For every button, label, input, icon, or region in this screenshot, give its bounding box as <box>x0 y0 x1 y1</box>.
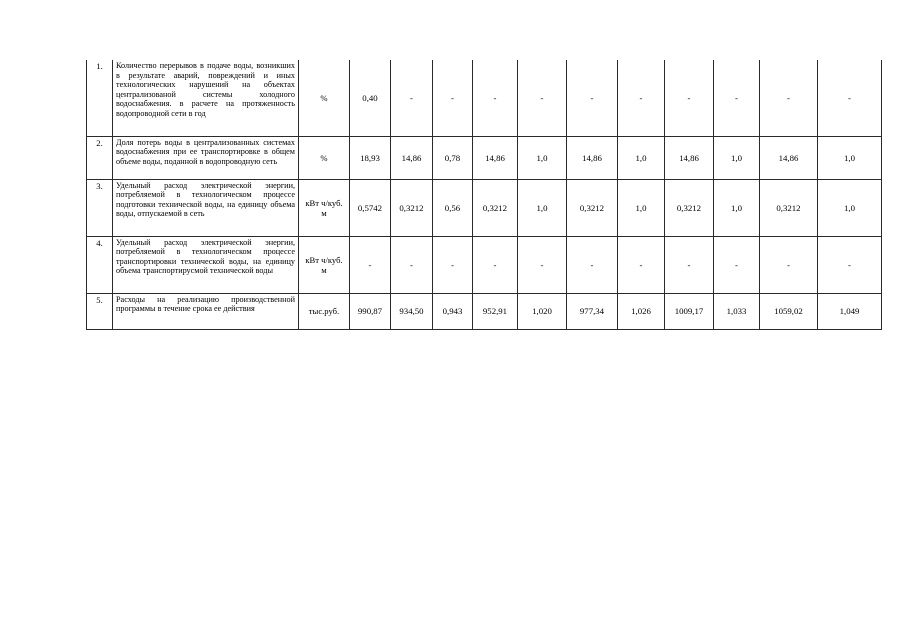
value-cell: - <box>760 236 818 293</box>
unit-cell: кВт ч/куб. м <box>299 179 350 236</box>
value-cell: - <box>433 60 473 136</box>
value-cell: 1059,02 <box>760 293 818 329</box>
value-cell: 1009,17 <box>665 293 714 329</box>
value-cell: 1,033 <box>714 293 760 329</box>
value-cell: 0,3212 <box>473 179 518 236</box>
value-cell: 990,87 <box>350 293 391 329</box>
value-cell: 1,020 <box>518 293 567 329</box>
value-cell: 1,0 <box>818 136 882 179</box>
value-cell: 0,78 <box>433 136 473 179</box>
table-row <box>87 136 882 179</box>
row-number: 1. <box>87 60 113 136</box>
table-row <box>87 293 882 329</box>
value-cell: - <box>567 60 618 136</box>
value-cell: - <box>473 236 518 293</box>
value-cell: 1,026 <box>618 293 665 329</box>
value-cell: 934,50 <box>391 293 433 329</box>
value-cell: - <box>818 60 882 136</box>
value-cell: - <box>567 236 618 293</box>
indicators-table <box>86 60 882 330</box>
row-number: 4. <box>87 236 113 293</box>
value-cell: 1,0 <box>714 179 760 236</box>
value-cell: 14,86 <box>567 136 618 179</box>
value-cell: - <box>665 236 714 293</box>
value-cell: 977,34 <box>567 293 618 329</box>
value-cell: - <box>665 60 714 136</box>
table-row <box>87 236 882 293</box>
value-cell: 1,0 <box>818 179 882 236</box>
row-number: 3. <box>87 179 113 236</box>
value-cell: - <box>473 60 518 136</box>
value-cell: 0,3212 <box>760 179 818 236</box>
value-cell: - <box>391 236 433 293</box>
value-cell: 14,86 <box>391 136 433 179</box>
value-cell: - <box>518 236 567 293</box>
unit-cell: % <box>299 136 350 179</box>
value-cell: 0,56 <box>433 179 473 236</box>
indicator-name: Удельный расход электрической энергии, потребляемой в технологическом процессе подготовки технической воды, на единицу объема воды, отпускаемой в сеть <box>113 179 299 236</box>
table-row <box>87 179 882 236</box>
value-cell: - <box>818 236 882 293</box>
value-cell: 0,3212 <box>391 179 433 236</box>
unit-cell: тыс.руб. <box>299 293 350 329</box>
value-cell: 1,0 <box>618 179 665 236</box>
value-cell: 1,0 <box>518 179 567 236</box>
value-cell: 0,943 <box>433 293 473 329</box>
value-cell: - <box>391 60 433 136</box>
row-number: 2. <box>87 136 113 179</box>
value-cell: 1,049 <box>818 293 882 329</box>
value-cell: 0,3212 <box>567 179 618 236</box>
value-cell: - <box>714 236 760 293</box>
unit-cell: % <box>299 60 350 136</box>
value-cell: 1,0 <box>618 136 665 179</box>
indicator-name: Удельный расход электрической энергии, потребляемой в технологическом процессе транспортировки технической воды, на единицу объема транспортирусмой технической воды <box>113 236 299 293</box>
value-cell: - <box>714 60 760 136</box>
row-number: 5. <box>87 293 113 329</box>
value-cell: 14,86 <box>665 136 714 179</box>
value-cell: - <box>433 236 473 293</box>
indicator-name: Доля потерь воды в централизованных системах водоснабжения при ее транспортировке в общем объеме воды, поданной в водопроводную сеть <box>113 136 299 179</box>
value-cell: - <box>350 236 391 293</box>
value-cell: 952,91 <box>473 293 518 329</box>
value-cell: 14,86 <box>760 136 818 179</box>
value-cell: - <box>618 236 665 293</box>
value-cell: 18,93 <box>350 136 391 179</box>
value-cell: 14,86 <box>473 136 518 179</box>
value-cell: - <box>760 60 818 136</box>
indicator-name: Расходы на реализацию производственной программы в течение срока ее действия <box>113 293 299 329</box>
value-cell: 0,5742 <box>350 179 391 236</box>
unit-cell: кВт ч/куб. м <box>299 236 350 293</box>
indicator-name: Количество перерывов в подаче воды, возникших в результате аварий, повреждений и иных технологических нарушений на объектах централизованой системы холодного водоснабжения. в расчете на протяженность водопроводной сети в год <box>113 60 299 136</box>
value-cell: 0,3212 <box>665 179 714 236</box>
table-row <box>87 60 882 136</box>
value-cell: 1,0 <box>518 136 567 179</box>
value-cell: - <box>618 60 665 136</box>
value-cell: - <box>518 60 567 136</box>
value-cell: 1,0 <box>714 136 760 179</box>
value-cell: 0,40 <box>350 60 391 136</box>
